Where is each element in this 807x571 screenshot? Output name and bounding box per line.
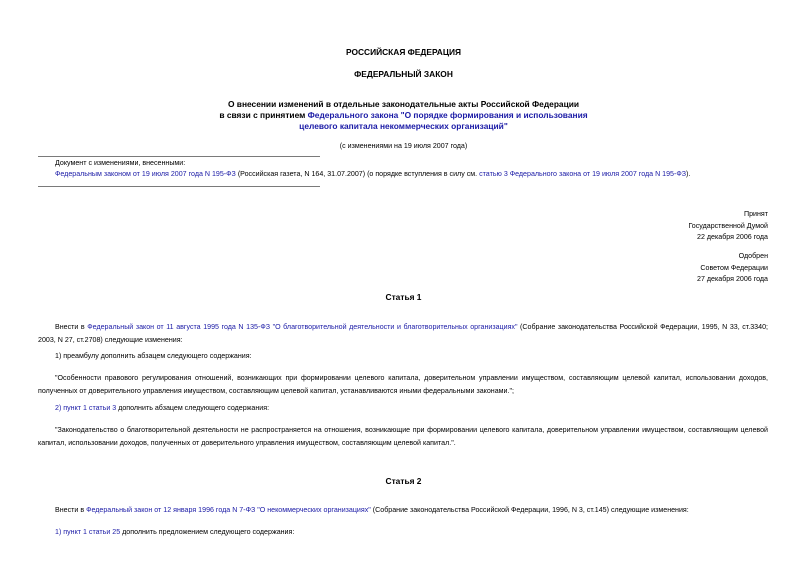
item-number: 1) xyxy=(55,528,64,536)
article1-heading: Статья 1 xyxy=(385,292,422,302)
article3-p1-link[interactable]: 2) пункт 1 статьи 3 xyxy=(55,404,117,412)
changes-label: Документ с изменениями, внесенными: xyxy=(55,159,186,167)
approved-by: Советом Федерации xyxy=(700,263,768,272)
adoption-block xyxy=(688,209,768,244)
law-135fz-link[interactable]: Федеральный закон от 11 августа 1995 года N 135-ФЗ "О благотворительной деятельности и благотворительных организациях" xyxy=(87,323,518,331)
article2-paragraph1 xyxy=(38,504,768,517)
article2-heading: Статья 2 xyxy=(385,476,422,486)
article1-paragraph5: "Законодательство о благотворительной деятельности не распространяется на отношения, возникающие при формировании целевого капитала, доверительном управлении имуществом, составляющим целевой капитал, использовании доходов, полученных от доверительного управления имуществом, составляющим целевой капитал.". xyxy=(38,426,768,447)
law-7fz-link[interactable]: Федеральный закон от 12 января 1996 года N 7-ФЗ "О некоммерческих организациях" xyxy=(86,506,371,514)
law-title-plain: в связи с принятием xyxy=(219,110,308,120)
changes-entry-text2: ). xyxy=(686,170,691,178)
changes-entry xyxy=(55,170,775,179)
approved-date: 27 декабря 2006 года xyxy=(697,275,768,283)
doc-type-heading: ФЕДЕРАЛЬНЫЙ ЗАКОН xyxy=(354,69,453,79)
article1-p1-plain2: (Собрание законодательства Российской Федерации, 1995, N 33, ст.3340; 2003, N 27, ст.2708) следующие изменения: xyxy=(38,323,768,344)
article1-p1-plain1: Внести в xyxy=(55,323,88,331)
approval-block xyxy=(697,251,768,286)
law-title-line1: О внесении изменений в отдельные законодательные акты Российской Федерации xyxy=(227,99,580,109)
article1-paragraph4 xyxy=(38,402,768,415)
article25-link[interactable]: пункт 1 статьи 25 xyxy=(63,528,121,536)
article1-paragraph2: 1) преамбулу дополнить абзацем следующего содержания: xyxy=(55,352,252,360)
country-heading: РОССИЙСКАЯ ФЕДЕРАЦИЯ xyxy=(345,47,462,57)
article1-p4-plain: дополнить абзацем следующего содержания: xyxy=(116,404,270,412)
law-title-link[interactable]: Федерального закона "О порядке формирования и использования xyxy=(307,110,588,120)
article1-paragraph1 xyxy=(38,321,768,346)
changes-entry-text1: (Российская газета, N 164, 31.07.2007) (о порядке вступления в силу см. xyxy=(235,170,480,178)
approved-label: Одобрен xyxy=(738,252,768,260)
law-title-line2 xyxy=(0,110,807,121)
changes-top-rule xyxy=(38,156,320,157)
article2-paragraph2 xyxy=(38,526,768,539)
article3-link[interactable]: статью 3 Федерального закона от 19 июля 2007 года N 195-ФЗ xyxy=(479,170,687,178)
adopted-label: Принят xyxy=(743,210,768,218)
law-title-link-cont[interactable]: целевого капитала некоммерческих организаций" xyxy=(299,121,508,131)
article2-p1-plain2: (Собрание законодательства Российской Федерации, 1996, N 3, ст.145) следующие изменения: xyxy=(370,506,689,514)
article2-p1-plain1: Внести в xyxy=(55,506,87,514)
amended-note: (с изменениями на 19 июля 2007 года) xyxy=(339,142,468,150)
article1-paragraph3: "Особенности правового регулирования отношений, возникающих при формировании целевого капитала, доверительном управлении имуществом, составляющим целевой капитал, использовании доходов, полученных от доверительного управления имуществом, составляющим целевой капитал, устанавливаются иными федеральными законами."; xyxy=(38,374,768,395)
changes-bottom-rule xyxy=(38,186,320,187)
amending-law-link[interactable]: Федеральным законом от 19 июля 2007 года N 195-ФЗ xyxy=(55,170,236,178)
adopted-date: 22 декабря 2006 года xyxy=(697,233,768,241)
article2-p2-plain: дополнить предложением следующего содержания: xyxy=(120,528,295,536)
law-title-line3 xyxy=(0,121,807,132)
adopted-by: Государственной Думой xyxy=(688,221,768,230)
